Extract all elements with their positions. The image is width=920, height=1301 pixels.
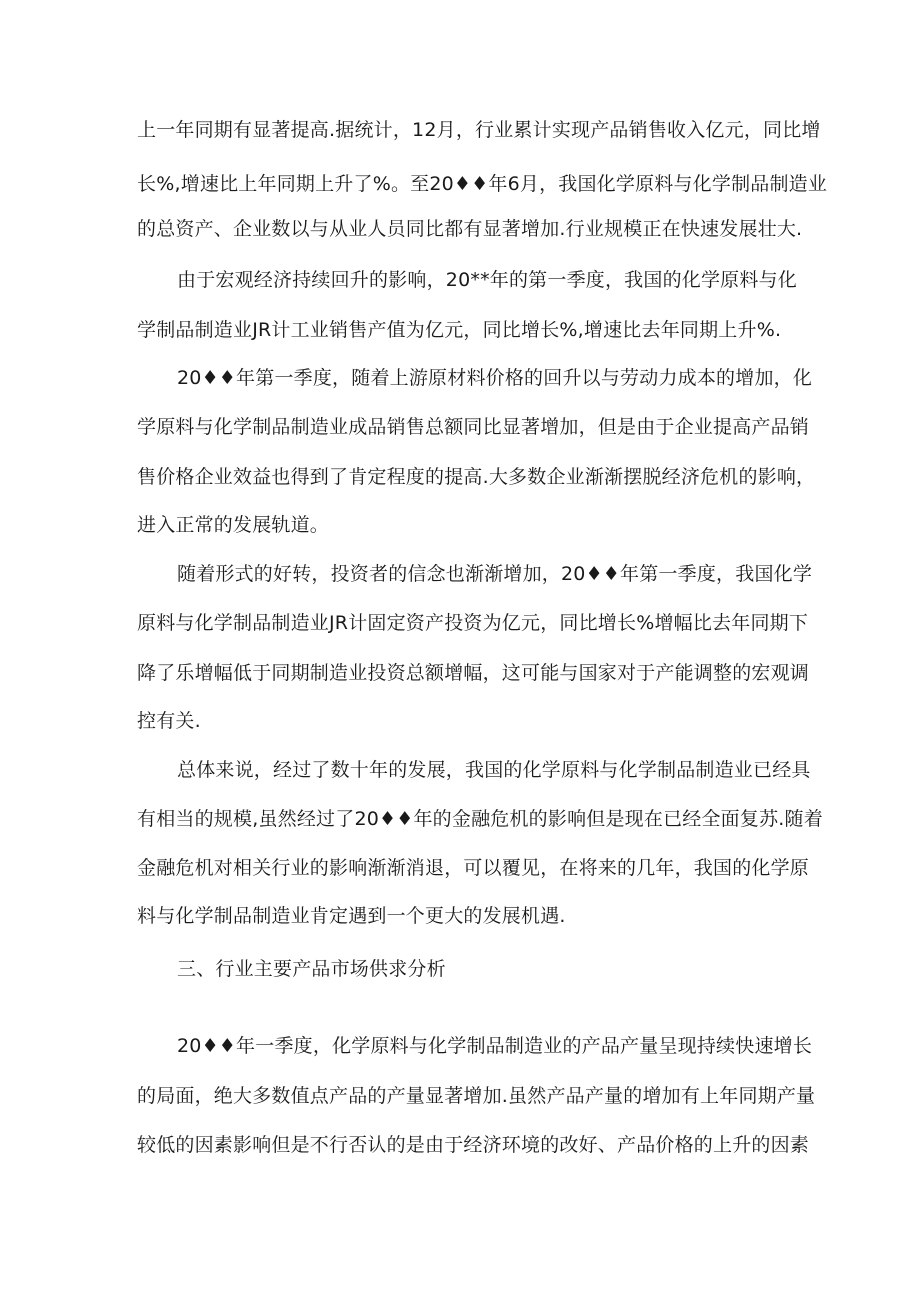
text-line: 较低的因素影响但是不行否认的是由于经济环境的改好、产品价格的上升的因素 xyxy=(137,1134,810,1156)
section-heading: 三、行业主要产品市场供求分析 xyxy=(177,958,446,980)
text-line: 长%,增速比上年同期上升了%。至20♦♦年6月，我国化学原料与化学制品制造业 xyxy=(137,173,828,195)
text-line: 总体来说，经过了数十年的发展，我国的化学原料与化学制品制造业已经具 xyxy=(177,759,811,781)
text-line: 金融危机对相关行业的影响渐渐消退，可以覆见，在将来的几年，我国的化学原 xyxy=(137,857,810,879)
text-line: 进入正常的发展轨道。 xyxy=(137,514,330,536)
text-line: 20♦♦年第一季度，随着上游原材料价格的回升以与劳动力成本的增加，化 xyxy=(177,367,813,389)
text-line: 的局面，绝大多数值点产品的产量显著增加.虽然产品产量的增加有上年同期产量 xyxy=(137,1085,816,1107)
text-line: 随着形式的好转，投资者的信念也渐渐增加，20♦♦年第一季度，我国化学 xyxy=(177,563,813,585)
text-line: 的总资产、企业数以与从业人员同比都有显著增加.行业规模正在快速发展壮大. xyxy=(137,218,803,240)
text-line: 降了乐增幅低于同期制造业投资总额增幅，这可能与国家对于产能调整的宏观调 xyxy=(137,662,810,684)
text-line: 原料与化学制品制造业JR计固定资产投资为亿元，同比增长%增幅比去年同期下 xyxy=(137,612,809,634)
text-line: 料与化学制品制造业肯定遇到一个更大的发展机遇. xyxy=(137,905,566,927)
text-line: 有相当的规模,虽然经过了20♦♦年的金融危机的影响但是现在已经全面复苏.随着 xyxy=(137,808,823,830)
text-line: 售价格企业效益也得到了肯定程度的提高.大多数企业渐渐摆脱经济危机的影响， xyxy=(137,466,816,488)
text-line: 由于宏观经济持续回升的影响，20**年的第一季度，我国的化学原料与化 xyxy=(177,269,797,291)
text-line: 学原料与化学制品制造业成品销售总额同比显著增加，但是由于企业提高产品销 xyxy=(137,416,810,438)
text-line: 学制品制造业JR计工业销售产值为亿元，同比增长%,增速比去年同期上升%. xyxy=(137,319,782,341)
text-line: 20♦♦年一季度，化学原料与化学制品制造业的产品产量呈现持续快速增长 xyxy=(177,1035,813,1057)
text-line: 上一年同期有显著提高.据统计，12月，行业累计实现产品销售收入亿元，同比增 xyxy=(137,119,821,141)
text-line: 控有关. xyxy=(137,710,201,732)
